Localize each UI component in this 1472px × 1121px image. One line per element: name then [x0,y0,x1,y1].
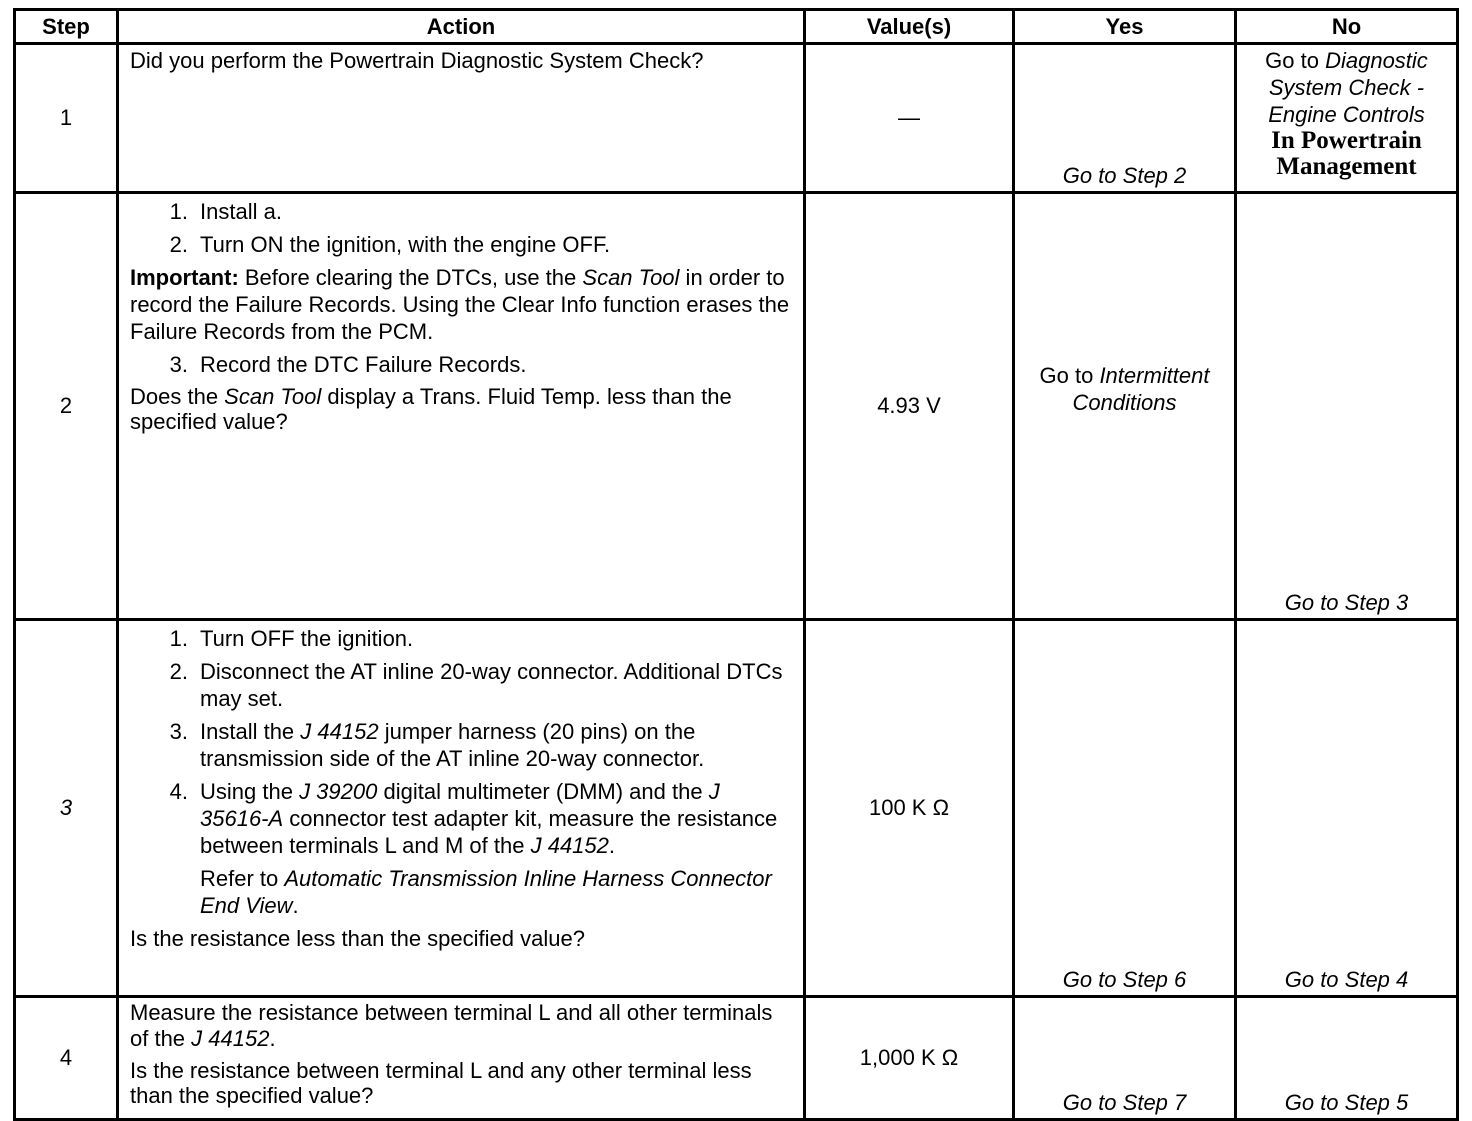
yes-cell [1014,997,1236,1120]
header-no: No [1236,10,1458,44]
yes-link-step-6[interactable]: Go to Step 6 [1062,967,1187,992]
diagnostic-table [13,8,1459,1121]
table-row-step-2 [15,193,1458,620]
value-cell: 4.93 V [805,193,1014,620]
header-action: Action [118,10,805,44]
header-yes: Yes [1014,10,1236,44]
no-link-step-3[interactable]: Go to Step 3 [1284,590,1409,615]
action-list-item: 2. Disconnect the AT inline 20-way connector. Additional DTCs may set. [169,659,783,711]
yes-link-step-2[interactable]: Go to Step 2 [1062,163,1187,188]
table-row-step-3 [15,620,1458,997]
action-list-item: 1. Turn OFF the ignition. [169,626,414,651]
tool-j44152: J 44152 [300,719,379,744]
no-suffix: In Powertrain Management [1271,127,1422,180]
table-row-step-1 [15,44,1458,193]
action-cell [118,44,805,193]
action-list-item: 3. Install the J 44152 jumper harness (20 pins) on the transmission side of the AT inline 20-way connector. [169,719,705,771]
header-row [15,10,1458,44]
refer-note: Refer to Automatic Transmission Inline Harness Connector End View. [200,866,772,918]
refer-link-connector-end-view[interactable]: Automatic Transmission Inline Harness Connector End View [200,866,772,918]
step-number: 4 [15,997,118,1120]
no-link-diagnostic-system-check[interactable]: Diagnostic System Check - Engine Controls [1268,48,1428,127]
no-link-step-5[interactable]: Go to Step 5 [1284,1090,1409,1115]
step-number: 2 [15,193,118,620]
yes-link-step-7[interactable]: Go to Step 7 [1062,1090,1187,1115]
action-cell [118,620,805,997]
action-question: Did you perform the Powertrain Diagnostic System Check? [130,48,704,73]
action-instruction: Measure the resistance between terminal L and all other terminals of the J 44152. [130,1000,773,1051]
action-list-item: 3. Record the DTC Failure Records. [169,352,527,377]
yes-cell [1014,620,1236,997]
tool-j44152: J 44152 [191,1026,270,1051]
table-row-step-4 [15,997,1458,1120]
value-cell: 1,000 K Ω [805,997,1014,1120]
action-list-item: 1. Install a. [169,199,282,224]
header-values: Value(s) [805,10,1014,44]
value-cell: — [805,44,1014,193]
important-note: Important: Before clearing the DTCs, use the Scan Tool in order to record the Failure Records. Using the Clear Info function erases the Failure Records from the PCM. [130,265,790,344]
action-cell [118,193,805,620]
no-cell [1236,620,1458,997]
step-number: 3 [15,620,118,997]
action-question: Does the Scan Tool display a Trans. Fluid Temp. less than the specified value? [130,384,732,434]
scan-tool-link[interactable]: Scan Tool [224,384,322,409]
action-question: Is the resistance between terminal L and any other terminal less than the specified value? [130,1058,752,1108]
yes-prefix: Go to [1039,363,1100,388]
yes-cell [1014,44,1236,193]
yes-cell [1014,193,1236,620]
value-cell: 100 K Ω [805,620,1014,997]
scan-tool-link[interactable]: Scan Tool [582,265,680,290]
yes-link-intermittent-conditions[interactable]: Intermittent Conditions [1072,363,1210,415]
no-cell [1236,997,1458,1120]
header-step: Step [15,10,118,44]
action-question: Is the resistance less than the specified value? [130,926,585,951]
tool-j44152: J 44152 [530,833,609,858]
important-label: Important: [130,265,239,290]
no-cell [1236,193,1458,620]
action-cell [118,997,805,1120]
no-link-step-4[interactable]: Go to Step 4 [1284,967,1409,992]
tool-j35616a: J 35616-A [200,779,720,831]
no-cell [1236,44,1458,193]
step-number: 1 [15,44,118,193]
no-prefix: Go to [1265,48,1326,73]
tool-j39200: J 39200 [299,779,378,804]
action-list-item: 4. Using the J 39200 digital multimeter (DMM) and the J 35616-A connector test adapter kit, measure the resistance between terminals L and M of the J 44152. [169,779,778,858]
action-list-item: 2. Turn ON the ignition, with the engine OFF. [169,232,611,257]
